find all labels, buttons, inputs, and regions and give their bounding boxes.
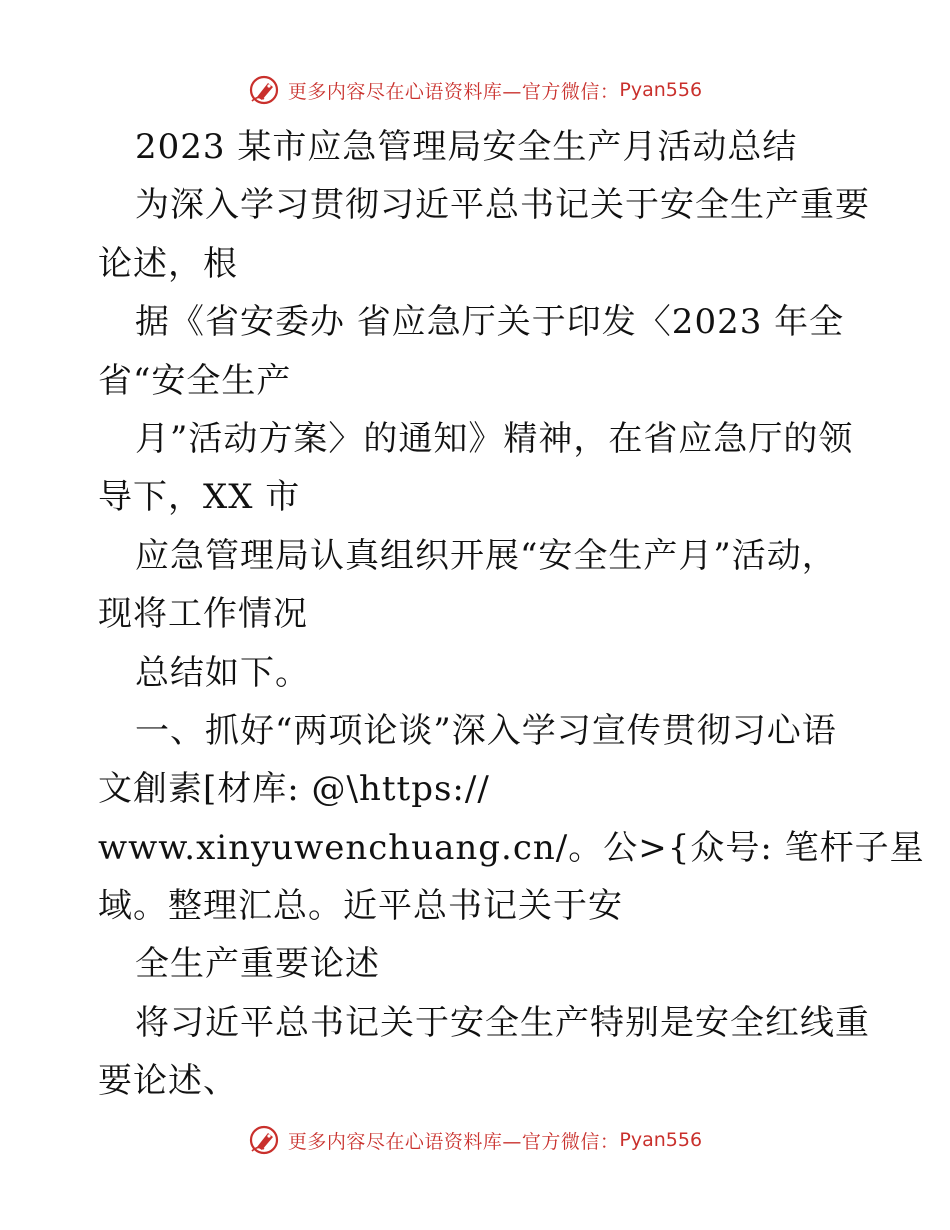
header-watermark <box>0 70 950 110</box>
paragraph-line: 总结如下。 <box>135 652 310 693</box>
paragraph-line: 现将工作情况 <box>98 594 308 635</box>
section-heading-line: 一、抓好“两项论谈”深入学习宣传贯彻习心语 <box>135 710 837 751</box>
footer-watermark <box>0 1120 950 1160</box>
watermark-wechat-id: Pyan556 <box>619 1129 703 1151</box>
paragraph-line: www.xinyuwenchuang.cn/。公>{众号: 笔杆子星 <box>98 827 925 868</box>
paragraph-line: 应急管理局认真组织开展“安全生产月”活动， <box>135 535 837 576</box>
pen-nib-logo-icon <box>248 73 282 107</box>
paragraph-line: 为深入学习贯彻习近平总书记关于安全生产重要 <box>135 185 870 226</box>
document-title: 2023 某市应急管理局安全生产月活动总结 <box>135 127 798 167</box>
watermark-text: 更多内容尽在心语资料库—官方微信： <box>287 1130 620 1153</box>
paragraph-line: 域。整理汇总。近平总书记关于安 <box>98 886 623 927</box>
watermark-wechat-id: Pyan556 <box>619 79 703 101</box>
paragraph-line: 据《省安委办 省应急厅关于印发〈2023 年全 <box>135 302 845 343</box>
paragraph-line: 省“安全生产 <box>98 360 292 401</box>
document-body <box>98 118 925 1111</box>
paragraph-line: 要论述、 <box>98 1061 238 1102</box>
paragraph-line: 论述，根 <box>98 243 238 284</box>
paragraph-line: 全生产重要论述 <box>135 944 380 985</box>
watermark-text: 更多内容尽在心语资料库—官方微信： <box>287 80 620 103</box>
pen-nib-logo-icon <box>248 1123 282 1157</box>
paragraph-line: 月”活动方案〉的通知》精神，在省应急厅的领 <box>135 418 854 459</box>
paragraph-line: 导下，XX 市 <box>98 477 301 518</box>
paragraph-line: 文創素[材库: @\https:// <box>98 769 490 810</box>
paragraph-line: 将习近平总书记关于安全生产特别是安全红线重 <box>135 1002 870 1043</box>
